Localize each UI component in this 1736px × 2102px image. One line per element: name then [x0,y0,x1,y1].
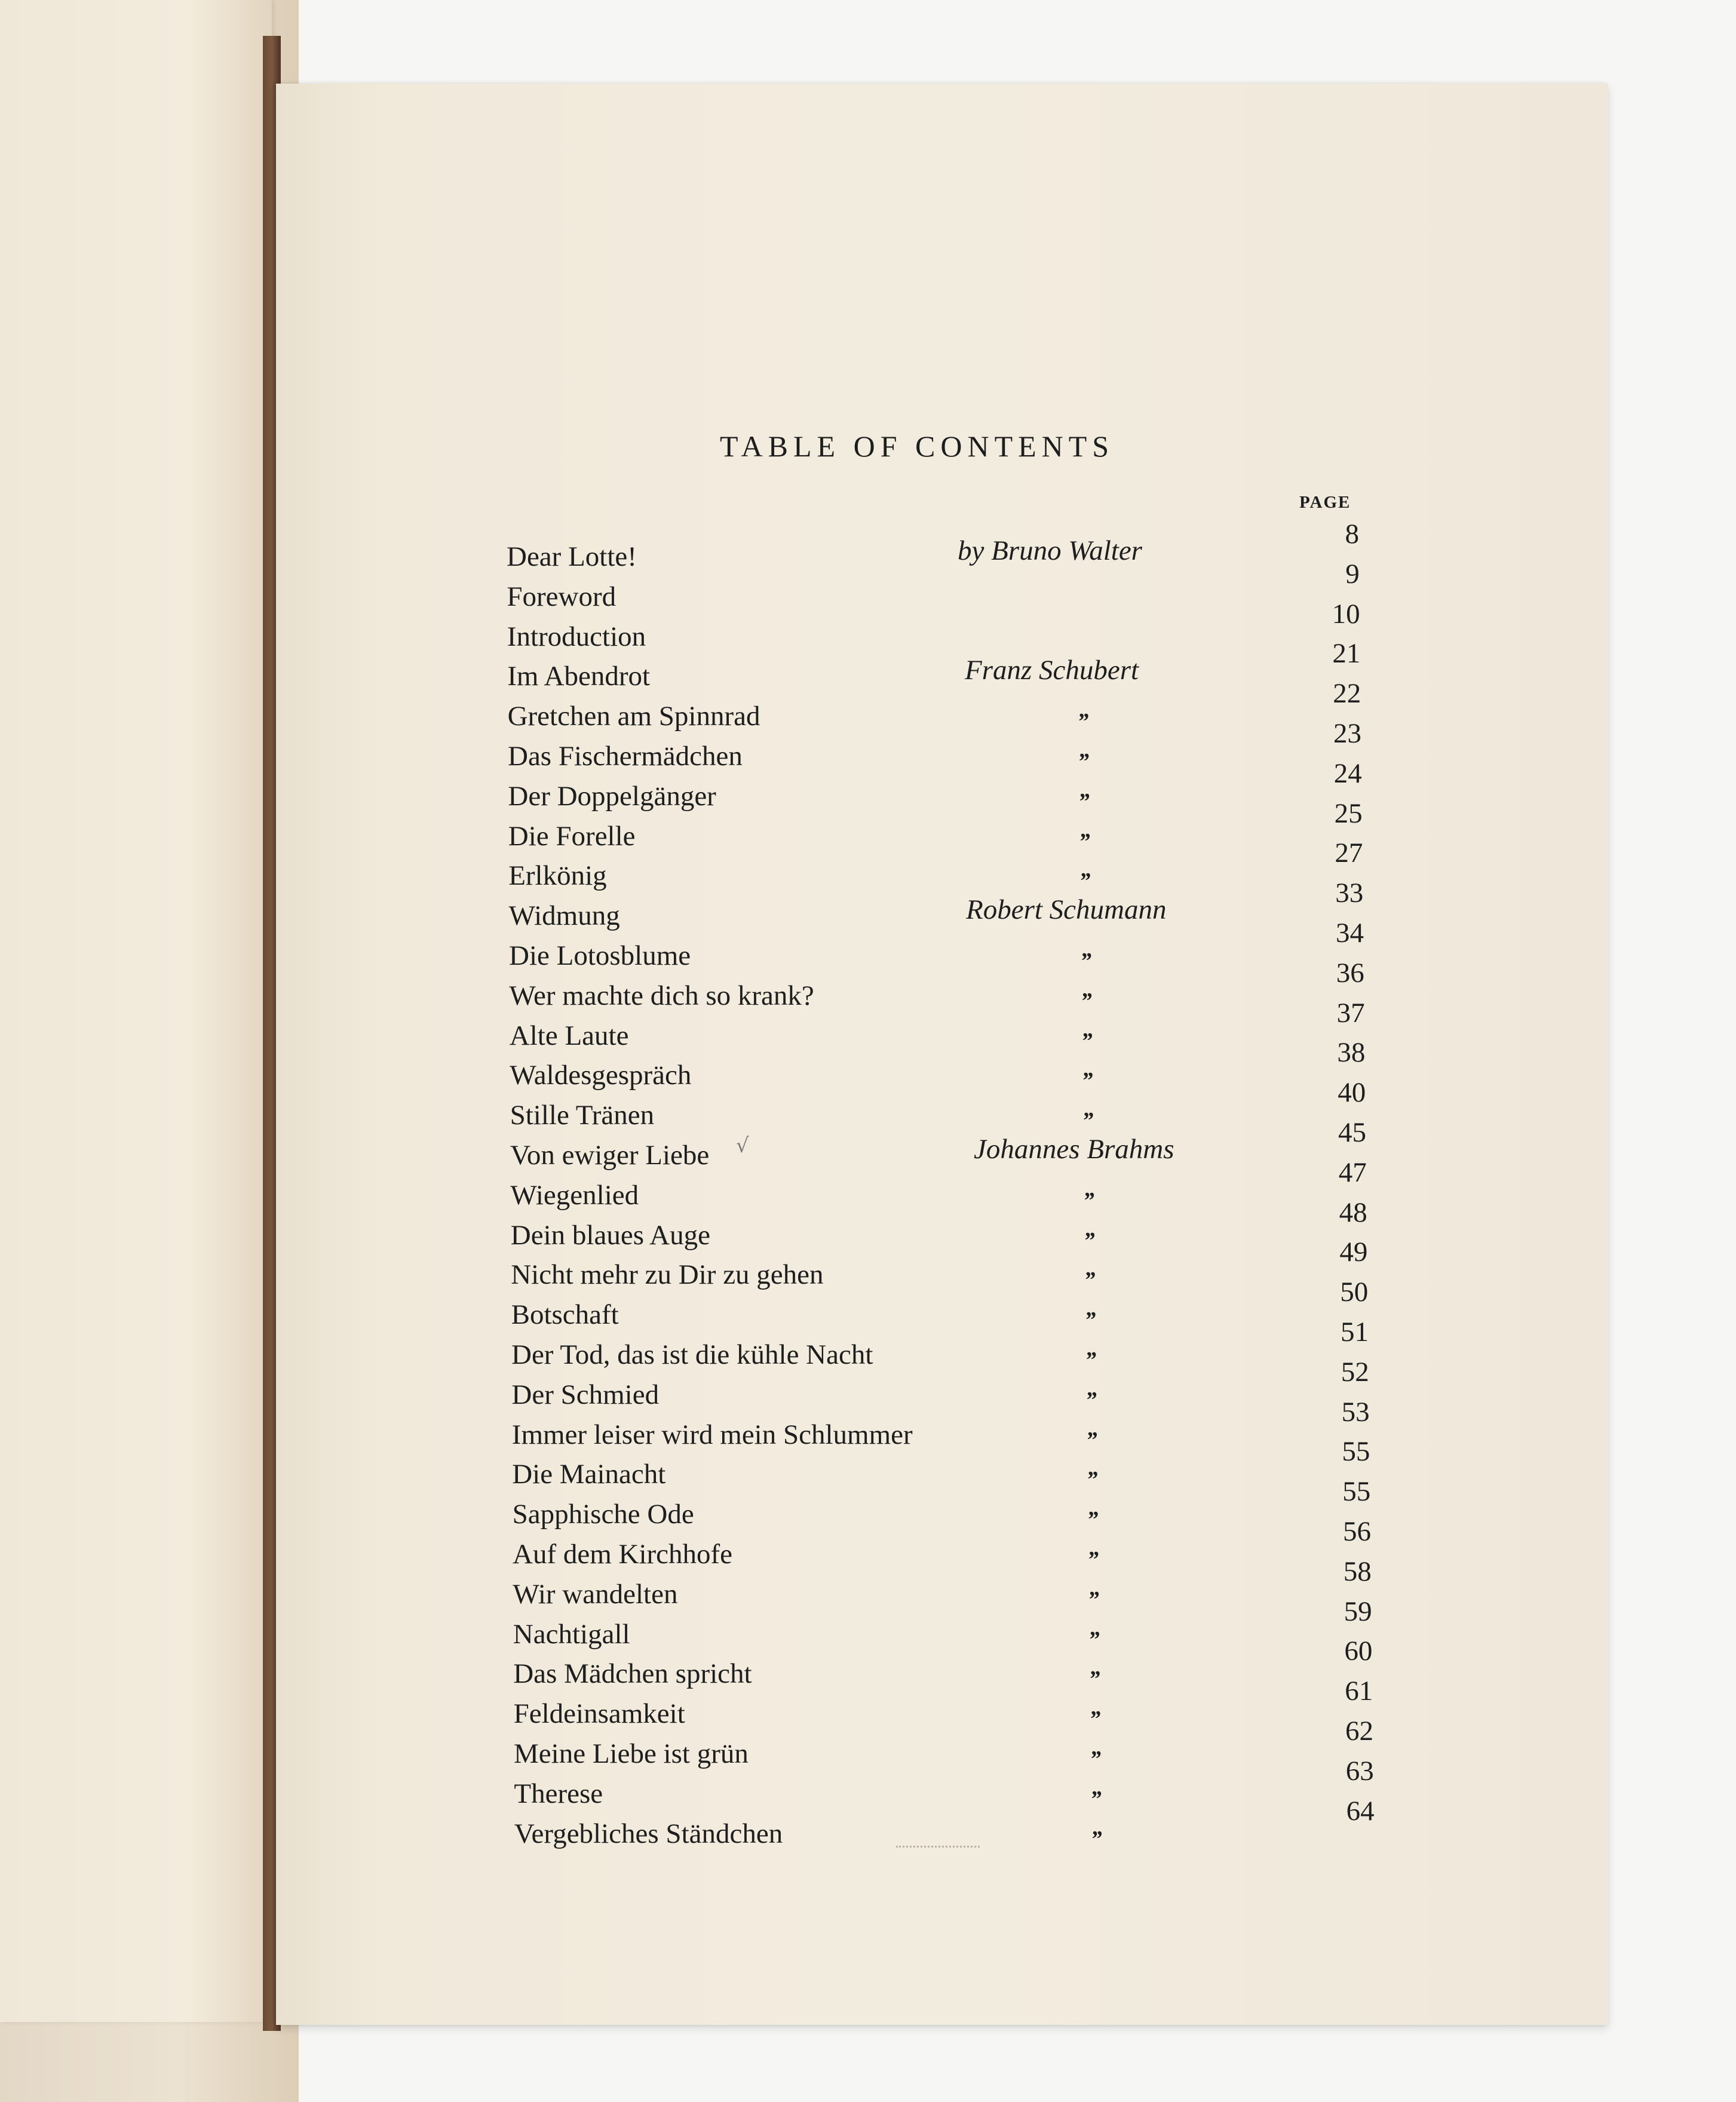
toc-entry-page: 37 [1336,997,1365,1029]
toc-entry-page: 34 [1336,917,1364,949]
toc-entry-title: Dear Lotte! [507,541,637,572]
toc-entry-ditto: ” [1083,1228,1095,1253]
toc-entry-page: 58 [1343,1555,1372,1587]
toc-entry-ditto: ” [1084,1308,1096,1333]
toc-entry-title: Gretchen am Spinnrad [507,701,760,732]
toc-entry-page: 23 [1333,718,1361,749]
dotted-rule [896,1846,980,1848]
toc-entry-ditto: ” [1085,1427,1097,1453]
toc-entry-page: 38 [1337,1037,1366,1069]
toc-entry-ditto: ” [1086,1467,1098,1493]
toc-entry-title: Waldesgespräch [510,1060,692,1091]
toc-entry-title: Das Mädchen spricht [513,1658,752,1690]
toc-entry-title: Nachtigall [513,1618,630,1650]
toc-entry-page: 64 [1346,1795,1375,1827]
toc-entry-page: 49 [1339,1236,1368,1268]
toc-entry-title: Feldeinsamkeit [513,1698,685,1730]
toc-entry-ditto: ” [1081,1028,1093,1054]
toc-entry-ditto: ” [1087,1587,1099,1612]
toc-entry-page: 55 [1342,1476,1371,1508]
toc-entry-page: 59 [1344,1595,1372,1627]
toc-entry-title: Sapphische Ode [512,1499,694,1530]
toc-entry-ditto: ” [1088,1627,1100,1652]
toc-entry-title: Von ewiger Liebe [510,1140,710,1171]
toc-entry-ditto: ” [1085,1387,1097,1413]
toc-entry-title: Alte Laute [509,1020,629,1051]
toc-entry-title: Erlkönig [508,860,607,892]
toc-entry-page: 48 [1339,1196,1367,1228]
toc-entry-ditto: ” [1077,709,1089,735]
toc-entry-ditto: ” [1082,1108,1094,1134]
toc-entry-page: 52 [1341,1356,1369,1388]
toc-entry-title: Der Tod, das ist die kühle Nacht [511,1339,873,1370]
toc-entry-ditto: ” [1078,828,1090,854]
toc-entry-page: 51 [1341,1317,1369,1348]
toc-entry-title: Das Fischermädchen [508,741,743,772]
page-column-heading: PAGE [1299,493,1351,512]
toc-entry-page: 62 [1345,1716,1373,1747]
toc-entry-page: 63 [1345,1755,1374,1787]
toc-entry-title: Wir wandelten [513,1578,678,1610]
left-page [0,0,272,2022]
toc-entry-page: 10 [1332,598,1360,630]
toc-entry-ditto: ” [1080,988,1092,1014]
toc-entry-title: Der Schmied [511,1379,660,1410]
toc-entry-ditto: ” [1079,869,1091,894]
toc-entry-title: Vergebliches Ständchen [514,1818,783,1849]
toc-entry-title: Die Lotosblume [509,940,691,971]
toc-entry-title: Widmung [508,900,620,932]
toc-entry-title: Dein blaues Auge [510,1219,710,1251]
toc-entry-composer: by Bruno Walter [958,535,1142,566]
toc-entry-page: 22 [1333,678,1361,710]
toc-entry-ditto: ” [1090,1786,1102,1812]
pencil-checkmark-icon: √ [736,1134,749,1158]
toc-entry-ditto: ” [1078,749,1089,774]
toc-entry-page: 60 [1344,1635,1373,1667]
toc-entry-ditto: ” [1090,1826,1102,1852]
toc-entry-composer: Johannes Brahms [974,1134,1174,1165]
toc-entry-title: Wer machte dich so krank? [509,980,814,1011]
toc-entry-page: 24 [1333,757,1362,789]
toc-entry-page: 25 [1334,797,1363,829]
toc-entry-page: 36 [1336,957,1364,989]
toc-entry-title: Nicht mehr zu Dir zu gehen [511,1259,824,1291]
toc-entry-title: Die Forelle [508,820,636,852]
toc-entry-page: 8 [1345,518,1359,550]
right-page [276,84,1608,2025]
toc-entry-ditto: ” [1090,1747,1101,1772]
toc-entry-ditto: ” [1081,1068,1093,1094]
toc-entry-title: Wiegenlied [510,1179,639,1211]
toc-entry-ditto: ” [1085,1348,1096,1373]
toc-entry-page: 56 [1343,1516,1371,1547]
toc-entry-title: Im Abendrot [507,661,651,692]
toc-entry-title: Immer leiser wird mein Schlummer [511,1419,913,1450]
toc-entry-composer: Robert Schumann [966,894,1167,926]
toc-entry-ditto: ” [1089,1707,1101,1732]
toc-entry-composer: Franz Schubert [965,655,1139,686]
toc-entry-ditto: ” [1084,1268,1096,1293]
toc-entry-page: 33 [1335,877,1364,909]
toc-entry-ditto: ” [1080,949,1091,974]
toc-entry-ditto: ” [1082,1187,1094,1213]
toc-entry-page: 9 [1345,558,1360,590]
toc-entry-ditto: ” [1088,1667,1100,1692]
toc-entry-title: Foreword [507,581,617,612]
toc-entry-title: Botschaft [511,1299,619,1331]
toc-entry-title: Auf dem Kirchhofe [513,1539,733,1570]
toc-entry-page: 47 [1338,1156,1367,1188]
toc-title: TABLE OF CONTENTS [720,429,1115,463]
toc-entry-ditto: ” [1078,788,1090,814]
toc-entry-page: 27 [1335,837,1363,869]
toc-entry-page: 55 [1342,1436,1370,1468]
toc-entry-title: Stille Tränen [510,1100,655,1131]
toc-entry-title: Meine Liebe ist grün [514,1738,749,1769]
toc-entry-page: 53 [1341,1396,1370,1428]
toc-entry-page: 45 [1338,1117,1366,1148]
toc-entry-page: 61 [1345,1676,1373,1707]
toc-entry-ditto: ” [1087,1547,1099,1572]
toc-entry-ditto: ” [1087,1507,1099,1533]
toc-entry-page: 50 [1340,1276,1369,1308]
toc-entry-title: Die Mainacht [512,1459,666,1490]
toc-entry-page: 21 [1332,638,1361,670]
toc-entry-title: Therese [514,1778,603,1809]
toc-entry-title: Der Doppelgänger [508,780,716,812]
toc-entry-title: Introduction [507,621,646,652]
toc-entry-page: 40 [1338,1077,1366,1109]
